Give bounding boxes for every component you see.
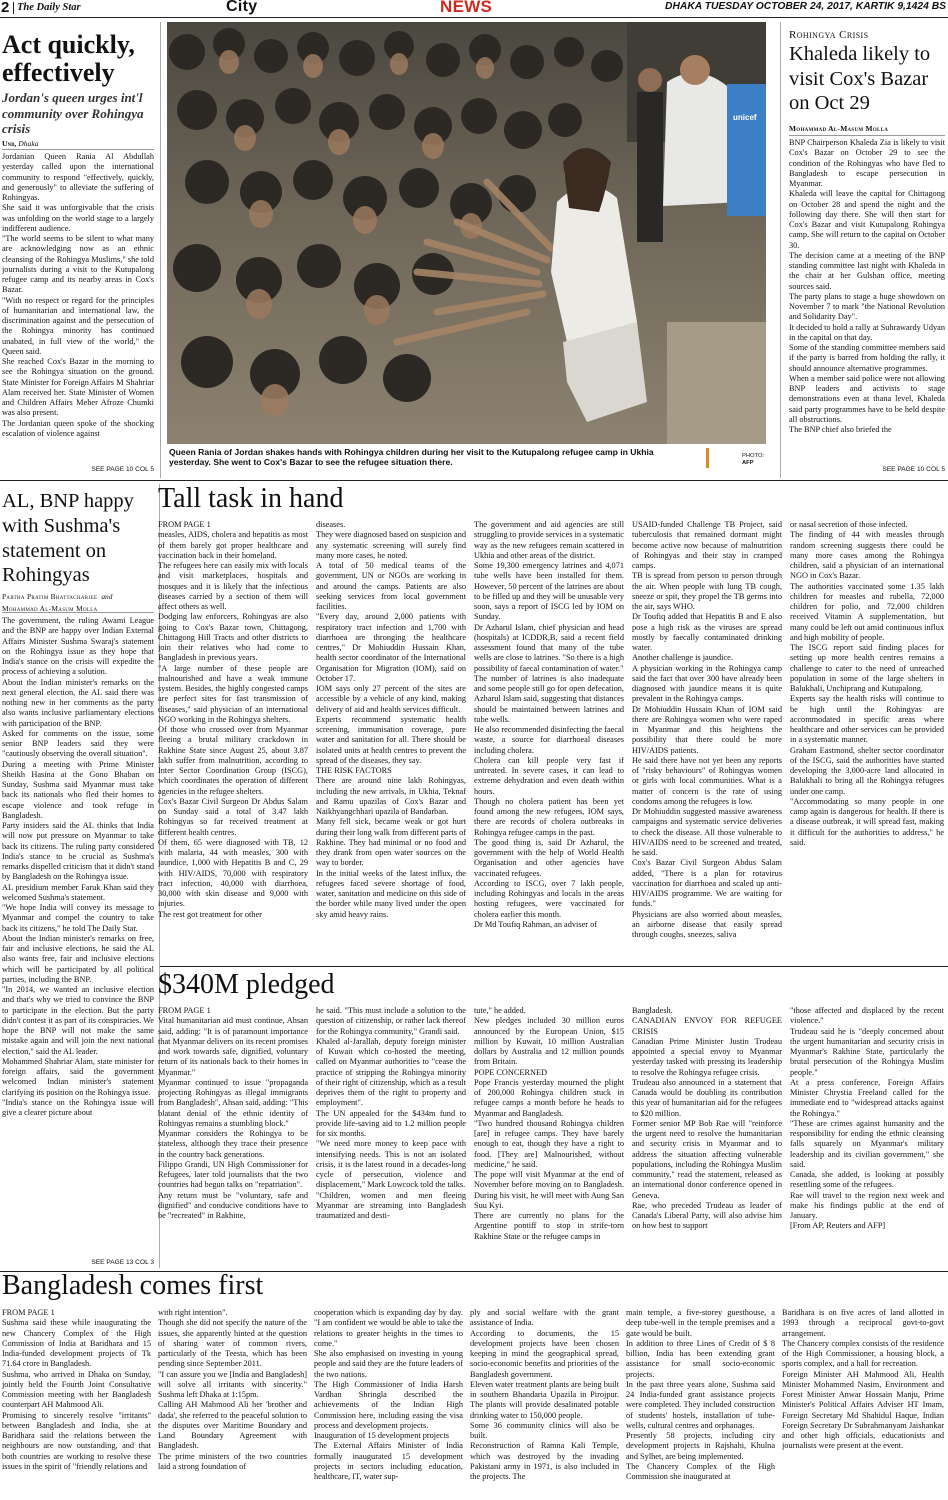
photo-illustration xyxy=(167,22,766,444)
tall-task-col-5: or nasal secretion of those infected. The finding of 44 with measles through random screening suggests there could be many more cases among the Rohingya children, said a physician of an international NGO in Cox's Bazar. The authorities vaccinated some 1.35 lakh children for measles and rubella, 72,000 children for polio, and 72,000 children received Vitamin A supplementation, but many could be left out amid continuous influx and high mobility of people. The ISCG report said finding places for setting up more health centres remains a challenge to cater to the need of unreached population in some of the large shelters in Balukhali, Unchiprang and Kutupalong. Experts say the health risks will continue to be high until the Rohingyas are accommodated in specific areas where healthcare and other services can be provided in a systematic manner. Graham Eastmond, shelter sector coordinator of the ISCG, said the authorities have started developing the 3,000-acre land allocated in Balukhali to bring all the Rohingya refugees under one camp. "Accommodating so many people in one camp again is dangerous for health. If there is a disease outbreak, it will spread fast, making it difficult for the authorities to address," he said. xyxy=(790,520,944,847)
paper-name: The Daily Star xyxy=(17,2,81,13)
rania-body: Jordanian Queen Rania Al Abdullah yesterday called upon the international community to respond "effectively, quickly, and generously" to alleviate the suffering of Rohingyas. She said it was unforgivable that the crisis was unfolding on the world stage to a largely indifferent audience. "The world seems to be silent to what many are acknowledging now as an ethnic cleansing of the Rohingya Muslims," she told journalists during a visit to the Kutupalong refugee camp and its nearby areas in Cox's Bazar. "With no respect or regard for the principles of humanitarian and international law, the discrimination against and the persecution of the Rohingya minority has continued unabated, in full view of the world," the Queen said. She reached Cox's Bazar in the morning to see the Rohingya situation on the ground. State Minister for Foreign Affairs M Shahriar Alam received her. State Minister of Women and Children Affairs Meher Afroze Chumki was also present. The Jordanian queen spoke of the shocking escalation of violence against xyxy=(2,152,154,438)
sushma-byline-2: Mohammad Al-Masum Molla xyxy=(2,603,98,613)
pledged-col-1: FROM PAGE 1 Vital humanitarian aid must continue, Ahsan said, adding: "It is of paramount importance that Myanmar delivers on its recent promises and work towards safe, dignified, voluntary return of its nationals back to their homes in Myanmar." Myanmar continued to issue "propaganda projecting Rohingyas as illegal immigrants from Bangladesh", Ahsan said, adding: "This blatant denial of the ethnic identity of Rohingyas remains a stumbling block." Myanmar considers the Rohingya to be stateless, although they trace their presence in the country back generations. Filippo Grandi, UN High Commissioner for Refugees, later told journalists that the two countries had begun talks on "repatriation". Any return must be "voluntary, safe and dignified" and conducive conditions have to be "recreated" in Rakhine, xyxy=(158,1006,308,1220)
khaleda-jump: SEE PAGE 10 COL 5 xyxy=(882,466,945,473)
page-number: 2 xyxy=(1,0,10,16)
pledged-col-2: he said. "This must include a solution to the question of citizenship, or rather lack thereof for the Rohingya community," Grandi said. Khaled al-Jarallah, deputy foreign minister of Kuwait which co-hosted the meeting, called on Myanmar authorities to "cease the practice of stripping the Rohingya minority of their right of citizenship, which as a result deprives them of the right to property and employment". The UN appealed for the $434m fund to provide life-saving aid to 1.2 million people for six months. "We need more money to keep pace with intensifying needs. This is not an isolated crisis, it is the latest round in a decades-long cycle of persecution, violence and displacement," Mark Lowcock told the talks. "Children, women and men fleeing Myanmar are streaming into Bangladesh traumatized and desti- xyxy=(316,1006,466,1220)
khaleda-body: BNP Chairperson Khaleda Zia is likely to visit Cox's Bazar on October 29 to see the condition of the Rohingyas who have fled to Bangladesh to escape persecution in Myanmar. Khaleda will leave the capital for Chittagong on October 28 and spend the night and the following day there. She will then start for Cox's Bazar and visit Kutupalong Rohingya camp. She will return to the capital on October 30. The decision came at a meeting of the BNP standing committee last night with Khaleda in the chair at her Gulshan office, meeting sources said. The party plans to stage a huge showdown on November 7 to mark "the National Revolution and Solidarity Day". It decided to hold a rally at Suhrawardy Udyan in the capital on that day. Some of the standing committee members said if the party is barred from holding the rally, it should announce alternative programmes. When a member said police were not allowing BNP leaders and activists to stage demonstrations even at thana level, Khaleda said party programmes have to be held despite all obstructions. The BNP chief also briefed the xyxy=(789,138,945,434)
pledged-col-4: Bangladesh. CANADIAN ENVOY FOR REFUGEE CRISIS Canadian Prime Minister Justin Trudeau appointed a special envoy to Myanmar yesterday tasked with pressing its leadership to resolve the Rohingya refugee crisis. Trudeau also announced in a statement that Canada would be doubling its contribution this year of humanitarian aid for the refugees to $20 million. Former senior MP Bob Rae will "reinforce the urgent need to resolve the humanitarian and security crisis in Myanmar and to address the situation affecting vulnerable populations, including the Rohingya Muslim community," read the statement, released as an international donor conference opened in Geneva. Rae, who preceded Trudeau as leader of Canada's Liberal Party, will also advise him on how best to support xyxy=(632,1006,782,1231)
bangladesh-col-4: ply and social welfare with the grant assistance of India. According to documents, the 15 development projects have been chosen keeping in mind the geographical spread, socio-economic benefits and priorities of the Bangladesh government. Eleven water treatment plants are being built in southern Bhandaria Upazila in Pirojpur. The plants will provide desalinated potable drinking water to 150,000 people. Some 36 community clinics will also be built. Reconstruction of Ramna Kali Temple, which was destroyed by the invading Pakistani army in 1971, is also included in the projects. The xyxy=(470,1308,619,1481)
tall-task-headline: Tall task in hand xyxy=(158,483,344,514)
bangladesh-col-3: cooperation which is expanding day by day. "I am confident we would be able to take the relations to greater heights in the times to come." She also emphasised on investing in young people and said they are the future leaders of the two nations. The High Commissioner of India Harsh Vardhan Shringla described the achievements of the Indian High Commission here, including easing the visa process and development projects. Inauguration of 15 development projects The External Affairs Minister of India formally inaugurated 15 development projects in sectors including education, healthcare, IT, water sup- xyxy=(314,1308,463,1481)
pledged-headline: $340M pledged xyxy=(158,969,335,1000)
photo-credit-label: PHOTO: xyxy=(742,453,765,459)
rania-headline: Act quickly, effectively xyxy=(2,30,135,87)
unicef-vest-text: unicef xyxy=(733,113,757,122)
rania-deck: Jordan's queen urges int'l community over Rohingya crisis xyxy=(2,90,144,136)
khaleda-headline: Khaleda likely to visit Cox's Bazar on Oct 29 xyxy=(789,43,931,114)
bangladesh-headline: Bangladesh comes first xyxy=(2,1270,264,1301)
rania-byline xyxy=(2,139,154,148)
tall-task-col-3: The government and aid agencies are still struggling to provide services in a systematic way as the new refugees remain scattered in Ukhia and other areas of the district. Some 19,300 emergency latrines and 4,071 tube wells have been installed for them. However, 50 percent of the latrines are about to be filled up and they will be unusable very soon, says a report of ISCG led by IOM on Sunday. Dr Azharul Islam, chief physician and head (hospitals) at ICDDR,B, said a recent field assessment found that many of the tube wells are close to latrines. "So there is a high possibility of faecal contamination of water." The number of latrines is also inadequate and some people still go for open defecation, Azharul Islam said, suggesting that distances should be maintained between latrines and tube wells. He also recommended disinfecting the faecal waste, a source for diarrhoeal diseases including cholera. Cholera can kill people very fast if untreated. In severe cases, it can lead to extreme dehydration and even death within hours. Though no cholera patient has been yet found among the new refugees, IOM says, there are records of cholera outbreaks in Rohingya refugee camps in the past. The good thing is, said Dr Azharul, the government with the help of World Health Organisation and other agencies have vaccinated refugees. According to ISCG, over 7 lakh people, including Rohingyas and locals in the areas hosting refugees, were vaccinated for cholera earlier this month. Dr Md Toufiq Rahman, an adviser of xyxy=(474,520,624,929)
section-label: City xyxy=(226,0,258,15)
khaleda-byline: Mohammad Al-Masum Molla xyxy=(789,124,889,133)
bangladesh-col-6: Baridhara is on five acres of land allotted in 1993 through a reciprocal govt-to-govt arrangement. The Chancery complex consists of the residence of the High Commissioner, a housing block, a sports complex, and a hall for recreation. Foreign Minister AH Mahmood Ali, Health Minister Mohammed Nasim, Environment and Forest Minister Anwar Hossain Manju, Prime Minister's Political Affairs Adviser HT Imam, Foreign Secretary Md Shahidul Haque, Indian Foreign Secretary Dr Subrahmanyam Jaishankar and other high officials, educationists and journalists were present at the event. xyxy=(782,1308,944,1451)
tall-task-col-1: FROM PAGE 1 measles, AIDS, cholera and hepatitis as most of them barely got proper healthcare and vaccination back in their homeland. The refugees here can easily mix with locals and visit marketplaces, hospitals and mosques and it is likely that the infectious diseases carried by a section of them will affect others as well. Dodging law enforcers, Rohingyas are also going to Cox's Bazar town, Chittagong, Chittagong Hill Tracts and other districts to join their relatives who had come to Bangladesh in previous years. "A large number of these people are malnourished and have a weak immune system. Besides, the highly congested camps are perfect sites for fast transmission of diseases," said physician of an international NGO working in the Rohingya shelters. Of those who crossed over from Myanmar fleeing a brutal military crackdown in Rakhine State since August 25, about 3.87 lakh suffer from malnutrition, according to Inter Sector Coordination Group (ISCG), which coordinates the operation of different agencies in the refugee shelters. Cox's Bazar Civil Surgeon Dr Abdus Salam on Sunday said a total of 3.47 lakh Rohingyas so far received treatment at different health centres. Of them, 65 were diagnosed with TB, 12 with malaria, 44 with measles, 300 with jaundice, 1,000 with Hepatitis B and C, 29 with HIV/AIDS, 70,000 with respiratory tract infection, 40,000 with diarrhoea, 30,000 with skin disease and 9,000 with injuries. The rest got treatment for other xyxy=(158,520,308,919)
bangladesh-col-2: with right intention". Though she did not specify the nature of the issues, she apparently hinted at the question of sharing water of common rivers, particularly of the Teesta, which has been pending since September 2011. "I can assure you we [India and Bangladesh] will solve all irritants with sincerity." Sushma left Dhaka at 1:15pm. Calling AH Mahmood Ali her 'brother and dada', she referred to the peaceful solution to the disputes over Maritime Boundary and Land Boundary Agreement with Bangladesh. The prime ministers of the two countries laid a strong foundation of xyxy=(158,1308,307,1471)
tall-task-col-2: diseases. They were diagnosed based on suspicion and any systematic screening will surely find many more cases, he noted. A total of 50 medical teams of the government, UN or NGOs are working in and around the camps. Patients are also seeking services from local government facilities. "Every day, around 2,000 patients with respiratory tract infection and 1,700 with diarrhoea are thronging the healthcare centres," Dr Mohiuddin Hussain Khan, health sector coordinator of the International Organisation for Migration (IOM), said on October 17. IOM says only 27 percent of the sites are accessible by a vehicle of any kind, making delivery of aid and health services difficult. Experts recommend systematic health screening, immunisation coverage, pure water and sanitation for all. There should be isolated units at health centres to prevent the spread of the diseases, they say. THE RISK FACTORS There are around nine lakh Rohingyas, including the new arrivals, in Ukhia, Teknaf and Ramu upazilas of Cox's Bazar and Naikhyangchhari upazila of Bandarban. Many fell sick, became weak or got hurt during their long walk from different parts of Rakhine. They had minimal or no food and they drank from open water sources on the way to border. In the initial weeks of the latest influx, the refugees faced severe shortage of food, water, sanitation and medicine on this side of the border while many lived under the open sky amid heavy rains. xyxy=(316,520,466,919)
bangladesh-col-1: FROM PAGE 1 Sushma said these while inaugurating the new Chancery Complex of the High Commission of India at Baridhara and 15 India-funded development projects of Tk 71.64 crore in Bangladesh. Sushma, who arrived in Dhaka on Sunday, jointly held the Fourth Joint Consultative Commission meeting with her Bangladesh counterpart AH Mahmood Ali. Promising to sincerely resolve "irritants" between Bangladesh and India, she at Baridhara said the relations between the neighbours are now outstanding, and that both countries are working to resolve these issues in the spirit of "friendly relations and xyxy=(2,1308,151,1471)
dateline: DHAKA TUESDAY OCTOBER 24, 2017, KARTIK 9,1424 BS xyxy=(665,1,946,12)
pledged-col-5: "those affected and displaced by the recent violence." Trudeau said he is "deeply concerned about the urgent humanitarian and security crisis in Myanmar's Rakhine State, particularly the brutal persecution of the Rohingya Muslim people." At a press conference, Foreign Affairs Minister Chrystia Freeland called for the immediate end to "widespread attacks against the Rohingya." "These are crimes against humanity and the responsibility for ending the ethnic cleansing falls squarely on Myanmar's military leadership and its civilian government," she said. Canada, she added, is looking at possibly resettling some of the refugees. Rae will travel to the region next week and make his findings public at the end of January. [From AP, Reuters and AFP] xyxy=(790,1006,944,1231)
rania-byline-source: Unb, xyxy=(2,139,17,148)
sushma-byline-1: Partha Pratim Bhattacharjee xyxy=(2,592,98,601)
sushma-byline xyxy=(2,590,154,613)
sushma-jump: SEE PAGE 13 COL 3 xyxy=(91,1259,154,1266)
photo-credit: AFP xyxy=(742,460,754,466)
pledged-col-3: tute," he added. New pledges included 30 million euros announced by the European Union, $15 million by Kuwait, 10 million Australian dollars by Australia and 12 million pounds from Britain. POPE CONCERNED Pope Francis yesterday mourned the plight of 200,000 Rohingya children stuck in refugee camps a month before he heads to Myanmar and Bangladesh. "Two hundred thousand Rohingya children [are] in refugee camps. They have barely enough to eat, though they have a right to food. [They are] Malnourished, without medicine," he said. The pope will visit Myanmar at the end of November before moving on to Bangladesh. During his visit, he will meet with Aung San Suu Kyi. There are currently no plans for the Argentine pontiff to stop in strife-torn Rakhine State or the refugee camps in xyxy=(474,1006,624,1241)
khaleda-kicker: Rohingya Crisis xyxy=(789,29,869,41)
sushma-byline-and: and xyxy=(101,592,113,601)
rania-byline-place: Dhaka xyxy=(18,139,39,148)
photo-caption: Queen Rania of Jordan shakes hands with Rohingya children during her visit to the Kutupalong refugee camp in Ukhia yesterday. She went to Cox's Bazar to see the refugee situation there. xyxy=(169,447,654,468)
rania-jump: SEE PAGE 10 COL 5 xyxy=(91,466,154,473)
photo-rohingya-children xyxy=(167,22,766,444)
bangladesh-col-5: main temple, a five-storey guesthouse, a deep tube-well in the temple premises and a gate would be built. In addition to three Lines of Credit of $ 8 billion, India has been extending grant assistance for small socio-economic projects. In the past three years alone, Sushma said 24 India-funded grant assistance projects were completed. They included construction of students' hostels, installation of tube-wells, cultural centres and orphanages. Presently 58 projects, including city development projects in Rajshahi, Khulna and Sylhet, are being implemented. The Chancery Complex of the High Commission she inaugurated at xyxy=(626,1308,775,1481)
tall-task-col-4: USAID-funded Challenge TB Project, said tuberculosis that remained dormant might become active now because of malnutrition of Rohingyas and their stay in cramped camps. TB is spread from person to person through the air. When people with lung TB cough, sneeze or spit, they propel the TB germs into the air, says WHO. Dr Toufiq added that Hepatitis B and E also pose a high risk as the viruses are spread mostly by faecally contaminated drinking water. Another challenge is jaundice. A physician working in the Rohingya camp said the fact that over 300 have already been diagnosed with jaundice means it is quite prevalent in the Rohingya camps. Dr Mohiuddin Hussain Khan of IOM said there are Rohingya women who were raped in Myanmar and this heightens the possibility that there could be more HIV/AIDS patients. He said there have not yet been any reports of "risky behaviours" of Rohingyas women or girls with local communities. What is a matter of concern is the rate of using condoms among the refugees is low. Dr Mohiuddin suggested massive awareness campaigns and systematic service deliveries to check the disease. All those vulnerable to HIV/AIDS need to be screened and treated, he said. Cox's Bazar Civil Surgeon Abdus Salam added, "There is a plan for rotavirus vaccination for diarrhoea and scaled up anti-HIV/AIDS programme. We are waiting for funds." Physicians are also worried about measles, an airborne disease that easily spread through coughs, sneezes, saliva xyxy=(632,520,782,939)
sushma-body: The government, the ruling Awami League and the BNP are happy over Indian External Affairs Minister Sushma Swaraj's statement on the Rohingya issue as they hope that India's stance on the crisis will expedite the process of achieving a solution. About the Indian minister's remarks on the next general election, the AL said there was nothing new in her comments as the party also wants inclusive parliamentary elections with participation of the BNP. Asked for comments on the issue, some senior BNP leaders said they were "cautiously observing the overall situation". During a meeting with Prime Minister Sheikh Hasina at the Gono Bhaban on Sunday, Sushma said Myanmar must take back its nationals who fled their homes to escape violence and took refuge in Bangladesh. Party insiders said the AL thinks that India will now put pressure on Myanmar to take back its citizens. The ruling party considered India's stance to be crucial as Sushma's remarks dispelled criticism that it didn't stand by Bangladesh on the Rohingya issue. AL presidium member Faruk Khan said they welcomed Sushma's statement. "We hope India will convey its message to Myanmar and compel the country to take back its citizens," he told The Daily Star. About the Indian minister's remarks on free, fair and inclusive elections, he said the AL also wants free, fair and inclusive elections which will be participated by all political parties, including the BNP. "In 2014, we wanted an inclusive election and that's why we tried to convince the BNP to participate in the election. But the party didn't contest it as part of its conspiracies. We hope the BNP will not make the same mistake again and will join the next national election," said the AL leader. Mohammed Shahriar Alam, state minister for foreign affairs, said the government welcomed Indian minister's statement clarifying its position on the Rohingya issue. "India's stance on the Rohingya issue will give a clearer picture about xyxy=(2,616,154,1117)
news-label: NEWS xyxy=(440,0,493,16)
sushma-headline: AL, BNP happy with Sushma's statement on Rohingyas xyxy=(2,490,134,587)
